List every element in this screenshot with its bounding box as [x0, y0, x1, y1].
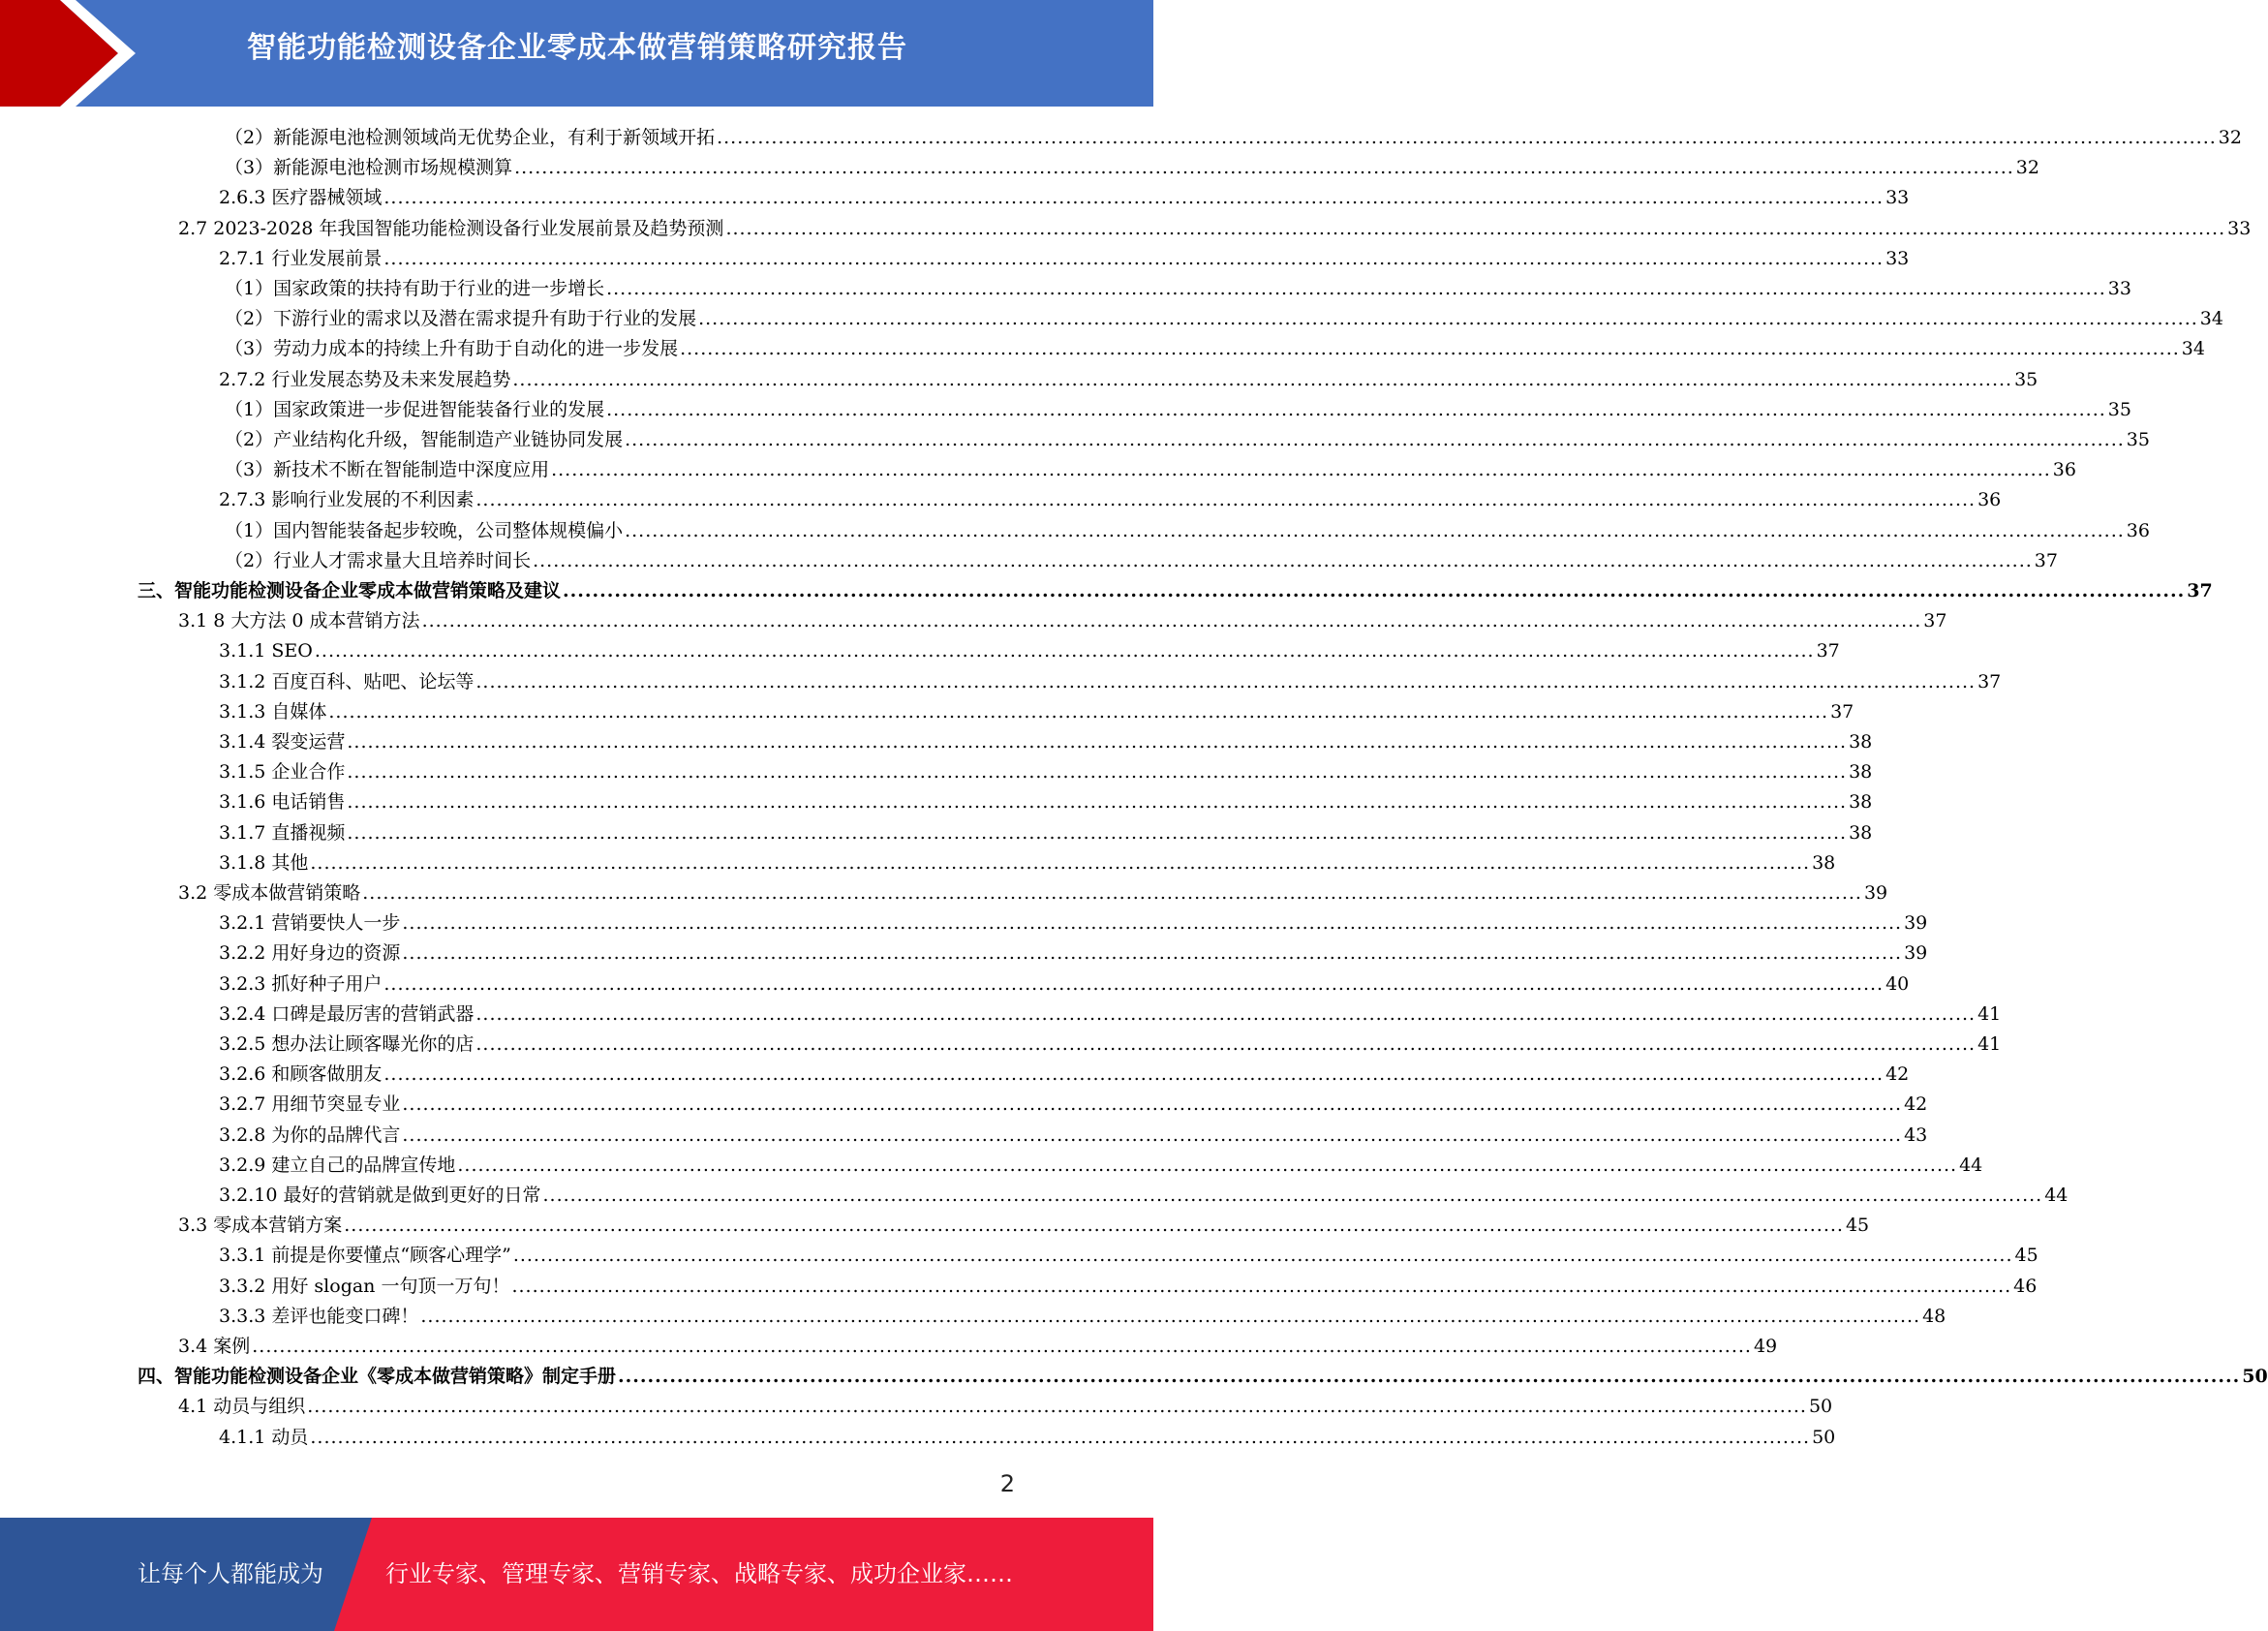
toc-entry-page: 35 — [2107, 399, 2131, 420]
toc-entry[interactable] — [225, 274, 2131, 304]
toc-entry[interactable] — [225, 304, 2223, 334]
toc-entry[interactable] — [219, 636, 1840, 666]
toc-entry-label: 3.1.3 自媒体 — [219, 701, 327, 723]
toc-leader-dots: ............................................................................................................................................................................................................................ — [512, 1245, 2013, 1266]
toc-entry-label: 2.7.3 影响行业发展的不利因素 — [219, 489, 475, 510]
toc-entry-page: 37 — [1977, 671, 2002, 692]
toc-leader-dots: ............................................................................................................................................................................................................................ — [347, 791, 1848, 813]
toc-entry-page: 43 — [1904, 1124, 1928, 1146]
toc-entry[interactable] — [219, 697, 1854, 727]
toc-entry-page: 37 — [2187, 580, 2213, 601]
toc-entry[interactable] — [225, 123, 2242, 153]
toc-entry[interactable] — [219, 818, 1873, 848]
toc-leader-dots: ............................................................................................................................................................................................................................ — [421, 610, 1922, 631]
toc-entry-label: 三、智能功能检测设备企业零成本做营销策略及建议 — [138, 580, 562, 601]
toc-entry-page: 41 — [1977, 1033, 2002, 1055]
toc-leader-dots: ............................................................................................................................................................................................................................ — [563, 580, 2186, 601]
toc-entry[interactable] — [219, 183, 1910, 213]
toc-entry-label: 3.4 案例 — [178, 1336, 251, 1357]
toc-leader-dots: ............................................................................................................................................................................................................................ — [606, 278, 2106, 299]
toc-entry-label: 3.2.5 想办法让顾客曝光你的店 — [219, 1033, 475, 1055]
report-title: 智能功能检测设备企业零成本做营销策略研究报告 — [247, 31, 907, 65]
toc-entry-page: 33 — [2107, 278, 2131, 299]
toc-leader-dots: ............................................................................................................................................................................................................................ — [475, 671, 1977, 692]
toc-entry-page: 39 — [1863, 882, 1888, 904]
toc-entry-page: 33 — [2227, 218, 2252, 239]
toc-entry[interactable] — [225, 455, 2076, 485]
toc-entry-label: 3.2.1 营销要快人一步 — [219, 912, 401, 934]
toc-entry-page: 37 — [1923, 610, 1947, 631]
toc-entry-page: 37 — [1816, 640, 1840, 662]
toc-leader-dots: ............................................................................................................................................................................................................................ — [310, 852, 1811, 874]
toc-entry-label: 3.2.8 为你的品牌代言 — [219, 1124, 401, 1146]
toc-leader-dots: ............................................................................................................................................................................................................................ — [680, 338, 2180, 359]
toc-entry-page: 38 — [1849, 761, 1873, 783]
toc-entry-label: 3.2.4 口碑是最厉害的营销武器 — [219, 1003, 475, 1025]
toc-leader-dots: ............................................................................................................................................................................................................................ — [514, 157, 2014, 178]
toc-entry-label: 3.2 零成本做营销策略 — [178, 882, 361, 904]
toc-entry-page: 42 — [1904, 1093, 1928, 1115]
toc-entry[interactable] — [219, 908, 1928, 939]
toc-leader-dots: ............................................................................................................................................................................................................................ — [420, 1306, 1921, 1327]
toc-leader-dots: ............................................................................................................................................................................................................................ — [314, 640, 1815, 662]
toc-entry[interactable] — [225, 425, 2150, 455]
toc-entry-label: 3.1.7 直播视频 — [219, 822, 346, 844]
toc-entry-page: 33 — [1885, 248, 1910, 269]
toc-entry-page: 38 — [1849, 822, 1873, 844]
page-number: 2 — [999, 1470, 1015, 1497]
toc-leader-dots: ............................................................................................................................................................................................................................ — [328, 701, 1829, 723]
toc-leader-dots: ............................................................................................................................................................................................................................ — [512, 369, 2013, 390]
toc-entry-label: 3.2.2 用好身边的资源 — [219, 942, 401, 964]
toc-entry[interactable] — [219, 787, 1873, 817]
toc-entry-page: 45 — [2014, 1245, 2038, 1266]
toc-entry-label: （2）产业结构化升级，智能制造产业链协同发展 — [225, 429, 624, 450]
toc-entry-page: 42 — [1885, 1063, 1910, 1085]
toc-entry-label: 3.1.1 SEO — [219, 640, 313, 662]
toc-entry-page: 38 — [1849, 731, 1873, 753]
toc-entry-label: （3）劳动力成本的持续上升有助于自动化的进一步发展 — [225, 338, 679, 359]
toc-entry[interactable] — [178, 1392, 1833, 1422]
toc-entry[interactable] — [219, 1272, 2038, 1302]
toc-entry-page: 37 — [1830, 701, 1854, 723]
toc-leader-dots: ............................................................................................................................................................................................................................ — [475, 1033, 1977, 1055]
toc-entry-page: 34 — [2181, 338, 2205, 359]
toc-entry-label: 3.2.7 用细节突显专业 — [219, 1093, 401, 1115]
toc-leader-dots: ............................................................................................................................................................................................................................ — [402, 1093, 1903, 1115]
toc-entry[interactable] — [219, 1030, 2002, 1060]
toc-entry-label: 3.1 8 大方法 0 成本营销方法 — [178, 610, 420, 631]
toc-entry-page: 44 — [1959, 1154, 1983, 1176]
toc-leader-dots: ............................................................................................................................................................................................................................ — [402, 912, 1903, 934]
toc-leader-dots: ............................................................................................................................................................................................................................ — [402, 1124, 1903, 1146]
toc-entry[interactable] — [178, 1332, 1778, 1362]
toc-entry[interactable] — [225, 546, 2058, 576]
toc-entry-label: （2）行业人才需求量大且培养时间长 — [225, 550, 532, 571]
toc-entry-page: 32 — [2218, 127, 2242, 148]
toc-leader-dots: ............................................................................................................................................................................................................................ — [625, 429, 2125, 450]
toc-entry[interactable] — [138, 576, 2213, 606]
toc-entry-page: 44 — [2044, 1185, 2069, 1206]
toc-entry-label: （2）下游行业的需求以及潜在需求提升有助于行业的发展 — [225, 308, 697, 329]
toc-leader-dots: ............................................................................................................................................................................................................................ — [551, 459, 2051, 480]
toc-entry[interactable] — [178, 1211, 1870, 1241]
footer-slogan-left: 让每个人都能成为 — [138, 1560, 323, 1587]
toc-leader-dots: ............................................................................................................................................................................................................................ — [606, 399, 2106, 420]
toc-entry[interactable] — [219, 757, 1873, 787]
toc-leader-dots: ............................................................................................................................................................................................................................ — [383, 248, 1885, 269]
toc-entry-page: 48 — [1922, 1306, 1946, 1327]
toc-leader-dots: ............................................................................................................................................................................................................................ — [383, 187, 1885, 208]
toc-entry-label: 2.6.3 医疗器械领域 — [219, 187, 383, 208]
toc-entry-page: 46 — [2013, 1276, 2038, 1297]
toc-entry[interactable] — [225, 395, 2131, 425]
toc-leader-dots: ............................................................................................................................................................................................................................ — [344, 1215, 1844, 1236]
toc-leader-dots: ............................................................................................................................................................................................................................ — [625, 520, 2125, 541]
toc-entry-label: 3.1.2 百度百科、贴吧、论坛等 — [219, 671, 475, 692]
toc-entry-page: 50 — [1808, 1396, 1833, 1417]
toc-leader-dots: ............................................................................................................................................................................................................................ — [252, 1336, 1752, 1357]
footer-slogan-right: 行业专家、管理专家、营销专家、战略专家、成功企业家…… — [385, 1560, 1013, 1587]
toc-leader-dots: ............................................................................................................................................................................................................................ — [717, 127, 2217, 148]
toc-leader-dots: ............................................................................................................................................................................................................................ — [347, 822, 1848, 844]
toc-entry-page: 41 — [1977, 1003, 2002, 1025]
toc-entry[interactable] — [219, 244, 1910, 274]
toc-entry[interactable] — [178, 214, 2252, 244]
toc-leader-dots: ............................................................................................................................................................................................................................ — [533, 550, 2033, 571]
toc-leader-dots: ............................................................................................................................................................................................................................ — [475, 1003, 1977, 1025]
toc-entry-page: 40 — [1885, 973, 1910, 995]
toc-entry-page: 36 — [2052, 459, 2076, 480]
toc-entry-page: 49 — [1753, 1336, 1778, 1357]
toc-leader-dots: ............................................................................................................................................................................................................................ — [698, 308, 2198, 329]
toc-entry-page: 38 — [1849, 791, 1873, 813]
toc-entry[interactable] — [219, 848, 1836, 878]
toc-entry-page: 33 — [1885, 187, 1910, 208]
toc-entry[interactable] — [219, 1121, 1928, 1151]
toc-entry[interactable] — [219, 969, 1910, 1000]
toc-entry[interactable] — [225, 334, 2205, 364]
toc-entry-label: 3.3.2 用好 slogan 一句顶一万句！ — [219, 1276, 510, 1297]
toc-entry-page: 50 — [2242, 1366, 2268, 1387]
page-footer — [0, 1518, 1153, 1631]
toc-entry-page: 45 — [1845, 1215, 1870, 1236]
toc-leader-dots: ............................................................................................................................................................................................................................ — [383, 973, 1885, 995]
toc-entry-label: 2.7.2 行业发展态势及未来发展趋势 — [219, 369, 511, 390]
toc-entry-label: 2.7.1 行业发展前景 — [219, 248, 383, 269]
toc-entry-label: （2）新能源电池检测领域尚无优势企业，有利于新领域开拓 — [225, 127, 716, 148]
toc-entry[interactable] — [219, 727, 1873, 757]
toc-entry-label: 3.3 零成本营销方案 — [178, 1215, 343, 1236]
toc-entry[interactable] — [219, 1060, 1910, 1090]
toc-entry-label: 4.1.1 动员 — [219, 1427, 309, 1448]
red-chevron-icon — [0, 0, 155, 107]
toc-entry-page: 39 — [1904, 912, 1928, 934]
toc-entry-label: 3.3.3 差评也能变口碑！ — [219, 1306, 419, 1327]
toc-leader-dots: ............................................................................................................................................................................................................................ — [347, 761, 1848, 783]
toc-entry-label: 4.1 动员与组织 — [178, 1396, 306, 1417]
toc-entry-label: 3.1.6 电话销售 — [219, 791, 346, 813]
toc-entry[interactable] — [225, 153, 2039, 183]
toc-entry[interactable] — [219, 1000, 2002, 1030]
toc-entry-label: 四、智能功能检测设备企业《零成本做营销策略》制定手册 — [138, 1366, 617, 1387]
toc-entry-page: 36 — [2126, 520, 2150, 541]
toc-entry-page: 39 — [1904, 942, 1928, 964]
toc-entry[interactable] — [178, 878, 1888, 908]
toc-entry-page: 37 — [2034, 550, 2058, 571]
toc-entry[interactable] — [219, 667, 2002, 697]
toc-entry-label: 3.2.9 建立自己的品牌宣传地 — [219, 1154, 456, 1176]
toc-entry-label: （3）新能源电池检测市场规模测算 — [225, 157, 513, 178]
toc-leader-dots: ............................................................................................................................................................................................................................ — [542, 1185, 2043, 1206]
toc-entry-label: 3.2.6 和顾客做朋友 — [219, 1063, 383, 1085]
toc-entry-page: 32 — [2015, 157, 2039, 178]
toc-entry[interactable] — [219, 1423, 1836, 1453]
toc-entry[interactable] — [225, 516, 2150, 546]
toc-entry-page: 50 — [1812, 1427, 1836, 1448]
toc-entry-page: 35 — [2126, 429, 2150, 450]
toc-entry[interactable] — [219, 1302, 1946, 1332]
toc-entry[interactable] — [219, 939, 1928, 969]
toc-entry-label: 3.1.5 企业合作 — [219, 761, 346, 783]
toc-entry-label: 3.2.3 抓好种子用户 — [219, 973, 383, 995]
toc-entry-label: （1）国内智能装备起步较晚，公司整体规模偏小 — [225, 520, 624, 541]
toc-leader-dots: ............................................................................................................................................................................................................................ — [725, 218, 2226, 239]
toc-entry[interactable] — [219, 1151, 1983, 1181]
toc-entry-label: 2.7 2023-2028 年我国智能功能检测设备行业发展前景及趋势预测 — [178, 218, 724, 239]
toc-leader-dots: ............................................................................................................................................................................................................................ — [383, 1063, 1885, 1085]
toc-entry-label: 3.2.10 最好的营销就是做到更好的日常 — [219, 1185, 541, 1206]
toc-leader-dots: ............................................................................................................................................................................................................................ — [402, 942, 1903, 964]
page-header — [0, 0, 1153, 107]
toc-entry-page: 36 — [1977, 489, 2002, 510]
toc-leader-dots: ............................................................................................................................................................................................................................ — [475, 489, 1977, 510]
toc-leader-dots: ............................................................................................................................................................................................................................ — [362, 882, 1862, 904]
toc-entry[interactable] — [219, 485, 2002, 515]
toc-entry[interactable] — [219, 1090, 1928, 1120]
toc-entry[interactable] — [219, 1181, 2069, 1211]
toc-entry[interactable] — [219, 1241, 2038, 1271]
toc-leader-dots: ............................................................................................................................................................................................................................ — [307, 1396, 1807, 1417]
toc-entry[interactable] — [138, 1362, 2268, 1392]
toc-leader-dots: ............................................................................................................................................................................................................................ — [310, 1427, 1811, 1448]
toc-entry-label: （3）新技术不断在智能制造中深度应用 — [225, 459, 550, 480]
toc-entry[interactable] — [178, 606, 1947, 636]
toc-entry-label: （1）国家政策的扶持有助于行业的进一步增长 — [225, 278, 605, 299]
toc-entry-page: 38 — [1812, 852, 1836, 874]
toc-leader-dots: ............................................................................................................................................................................................................................ — [347, 731, 1848, 753]
toc-entry-page: 34 — [2199, 308, 2223, 329]
toc-entry-label: 3.3.1 前提是你要懂点“顾客心理学” — [219, 1245, 511, 1266]
toc-leader-dots: ............................................................................................................................................................................................................................ — [511, 1276, 2012, 1297]
toc-leader-dots: ............................................................................................................................................................................................................................ — [457, 1154, 1958, 1176]
toc-entry-label: 3.1.8 其他 — [219, 852, 309, 874]
toc-leader-dots: ............................................................................................................................................................................................................................ — [618, 1366, 2241, 1387]
toc-entry-label: （1）国家政策进一步促进智能装备行业的发展 — [225, 399, 605, 420]
toc-entry[interactable] — [219, 365, 2038, 395]
toc-entry-label: 3.1.4 裂变运营 — [219, 731, 346, 753]
toc-entry-page: 35 — [2014, 369, 2038, 390]
